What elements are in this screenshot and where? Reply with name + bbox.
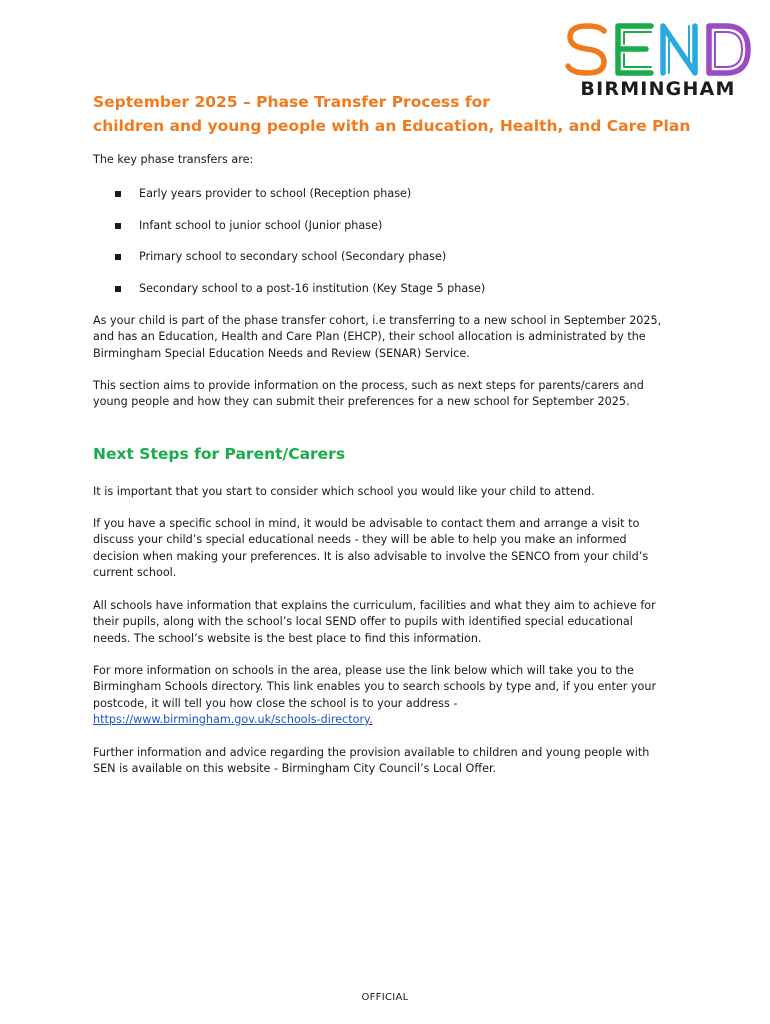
- bullet-square-icon: [115, 286, 121, 292]
- bullet-square-icon: [115, 223, 121, 229]
- logo-letter-s: [568, 26, 609, 78]
- intro-text: The key phase transfers are:: [93, 153, 254, 166]
- logo-letter-n: [663, 26, 695, 73]
- visit-school-paragraph: If you have a specific school in mind, it would be advisable to contact them and arrange a visit to discuss your child’s special educational needs - they will be able to help you make an informed decision when making your preferences. It is also advisable to involve the SENCO from your child’s current school.: [93, 517, 649, 579]
- footer-classification: OFFICIAL: [361, 992, 409, 1003]
- section-heading: Next Steps for Parent/Carers: [93, 445, 346, 463]
- bullet-square-icon: [115, 191, 121, 197]
- bullet-square-icon: [115, 254, 121, 260]
- page-title-line-2: children and young people with an Education, Health, and Care Plan: [93, 117, 691, 135]
- consider-school-paragraph: It is important that you start to consider which school you would like your child to attend.: [93, 485, 595, 498]
- send-logo-word: [560, 22, 755, 78]
- cohort-paragraph: As your child is part of the phase transfer cohort, i.e transferring to a new school in September 2025, and has an Education, Health and Care Plan (EHCP), their school allocation is administrated by the Birmingham Special Education Needs and Review (SENAR) Service.: [93, 314, 662, 360]
- logo-subtitle: BIRMINGHAM: [580, 78, 736, 100]
- logo-letter-e: [618, 26, 651, 73]
- school-information-paragraph: All schools have information that explains the curriculum, facilities and what they aim to achieve for their pupils, along with the school’s local SEND offer to pupils with identified special educational needs. The school’s website is the best place to find this information.: [93, 599, 656, 645]
- section-aim-paragraph: This section aims to provide information on the process, such as next steps for parents/carers and young people and how they can submit their preferences for a new school for September 2025.: [93, 379, 644, 409]
- local-offer-paragraph: Further information and advice regarding the provision available to children and young people with SEN is available on this website - Birmingham City Council’s Local Offer.: [93, 746, 650, 776]
- schools-directory-link[interactable]: https://www.birmingham.gov.uk/schools-directory.: [93, 712, 373, 726]
- page-title-line-1: September 2025 – Phase Transfer Process for: [93, 93, 490, 111]
- logo-letter-d: [709, 26, 748, 73]
- page-title: [93, 90, 693, 138]
- document-page: BIRMINGHAM September 2025 – Phase Transfer Process for children and young people with an Education, Health, and Care Plan The key phase transfers are: Early years provider to school (Reception phase) Infant school to junior school (Junior phase) Primary school to secondary school (Secondary phase) Secondary school to a post-16 institution (Key Stage 5 phase) As your child is part of the phase transfer cohort, i.e transferring to a new school in September 2025, and has an Education, Health and Care Plan (EHCP), their school allocation is administrated by the Birmingham Special Education Needs and Review (SENAR) Service. This section aims to provide information on the process, such as next steps for parents/carers and young people and how they can submit their preferences for a new school for September 2025. Next Steps for Parent/Carers It is important that you start to consider which school you would like your child to attend. If you have a specific school in mind, it would be advisable to contact them and arrange a visit to discuss your child’s special educational needs - they will be able to help you make an informed decision when making your preferences. It is also advisable to involve the SENCO from your child’s current school. All schools have information that explains the curriculum, facilities and what they aim to achieve for their pupils, along with the school’s local SEND offer to pupils with identified special educational needs. The school’s website is the best place to find this information. For more information on schools in the area, please use the link below which will take you to the Birmingham Schools directory. This link enables you to search schools by type and, if you enter your postcode, it will tell you how close the school is to your address - https://www.birmingham.gov.uk/schools-directory. Further information and advice regarding the provision available to children and young people with SEN is available on this website - Birmingham City Council’s Local Offer. OFFICIAL: [0, 0, 770, 1024]
- schools-directory-paragraph: For more information on schools in the area, please use the link below which will take you to the Birmingham Schools directory. This link enables you to search schools by type and, if you enter your postcode, it will tell you how close the school is to your address - https://www.birmingham.gov.uk/schools-directory.: [93, 663, 683, 728]
